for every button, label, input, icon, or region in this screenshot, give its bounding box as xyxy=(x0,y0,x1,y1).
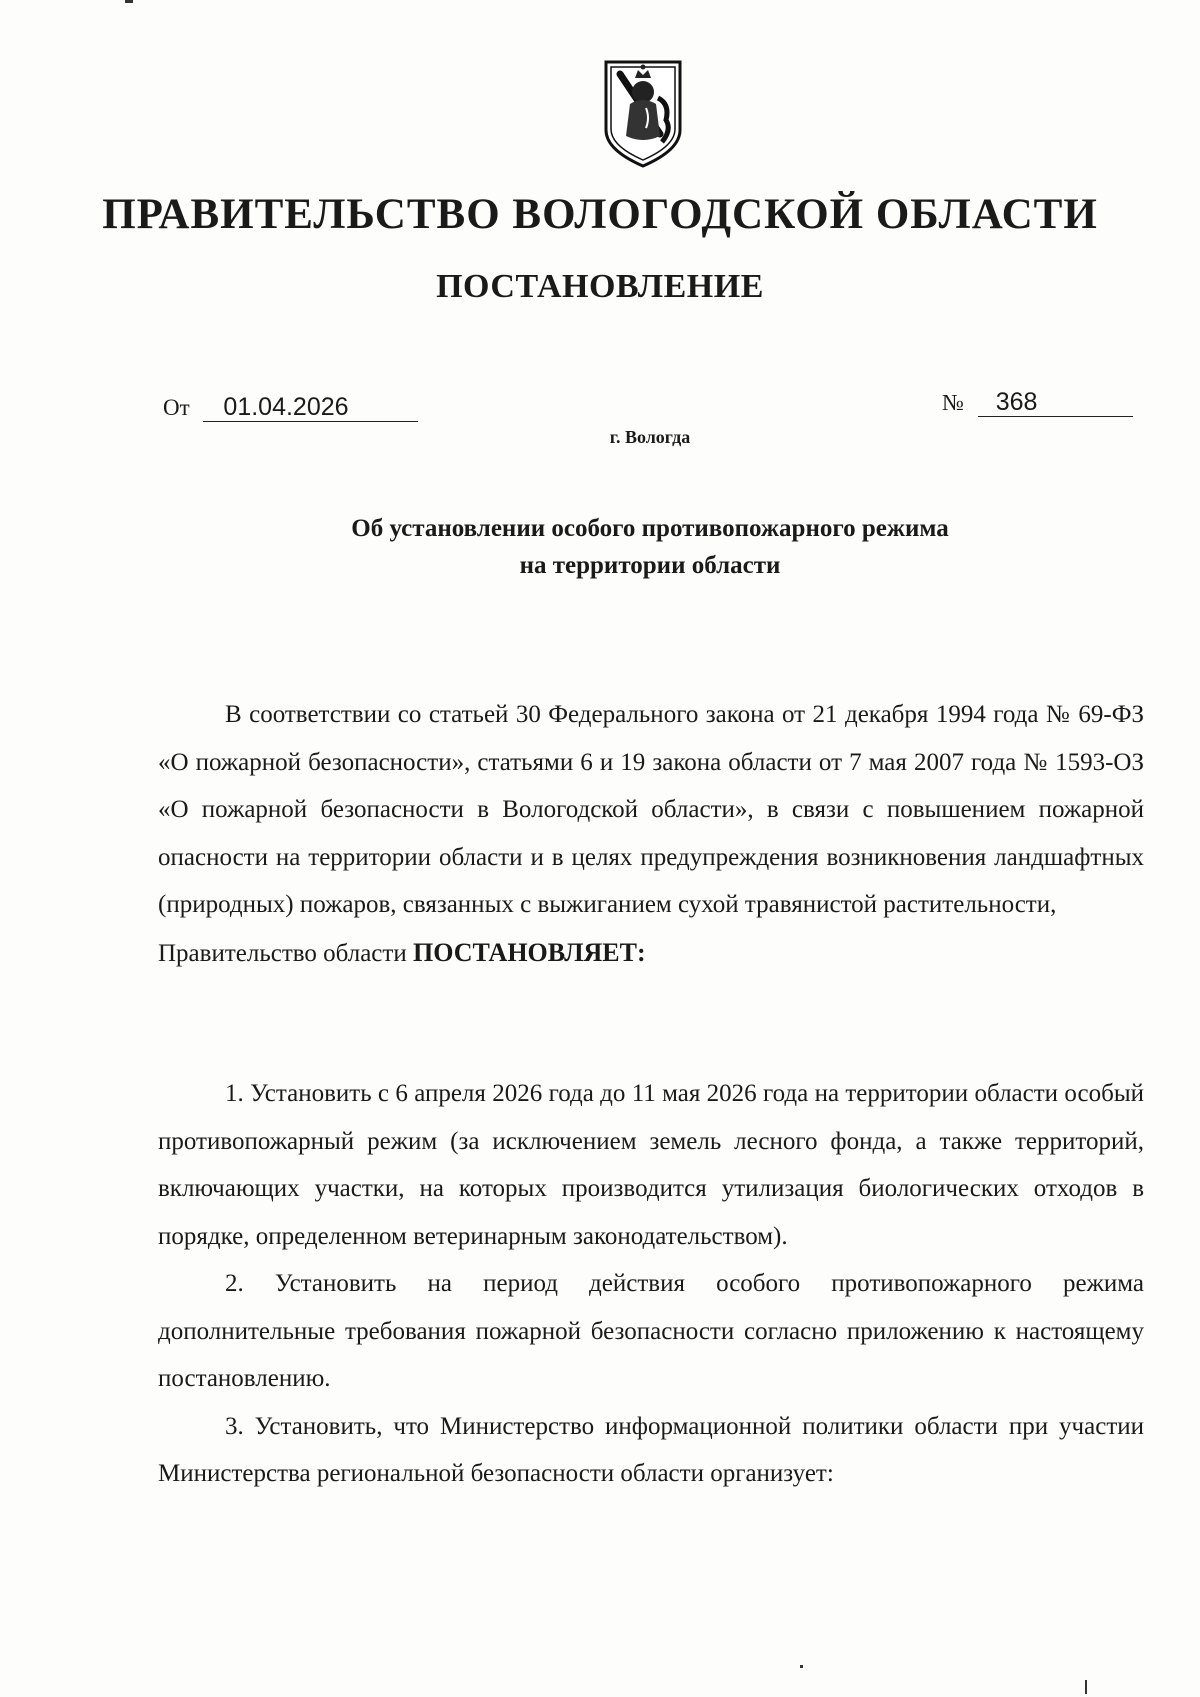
government-title: ПРАВИТЕЛЬСТВО ВОЛОГОДСКОЙ ОБЛАСТИ xyxy=(102,191,1098,238)
document-subject xyxy=(0,510,1200,584)
resolution-item-1: 1. Установить с 6 апреля 2026 года до 11 мая 2026 года на территории области особый противопожарный режим (за исключением земель лесного фонда, а также территорий, включающих участки, на которых производится утилизация биологических отходов в порядке, определенном ветеринарным законодательством). xyxy=(158,1080,1144,1250)
date-block xyxy=(163,393,418,422)
scan-mark xyxy=(125,0,133,3)
date-prefix: От xyxy=(163,395,190,420)
document-type: ПОСТАНОВЛЕНИЕ xyxy=(436,268,764,305)
preamble-text: В соответствии со статьей 30 Федерального закона от 21 декабря 1994 года № 69-ФЗ «О пожарной безопасности», статьями 6 и 19 закона области от 7 мая 2007 года № 1593-ОЗ «О пожарной безопасности в Вологодской области», в связи с повышением пожарной опасности на территории области и в целях предупреждения возникновения ландшафтных (природных) пожаров, связанных с выжиганием сухой травянистой растительности, xyxy=(158,701,1144,918)
city: г. Вологда xyxy=(609,427,691,447)
document-date: 01.04.2026 xyxy=(203,393,418,422)
number-block xyxy=(942,388,1133,417)
resolve-word: ПОСТАНОВЛЯЕТ: xyxy=(412,937,646,967)
resolve-prefix: Правительство области xyxy=(158,939,407,967)
document-number: 368 xyxy=(978,388,1133,417)
number-prefix: № xyxy=(942,390,964,415)
resolve-line xyxy=(158,929,1144,978)
subject-line-2: на территории области xyxy=(519,552,781,579)
coat-of-arms-emblem xyxy=(602,58,684,170)
scan-mark xyxy=(800,1665,803,1668)
subject-line-1: Об установлении особого противопожарного режима xyxy=(351,515,949,542)
resolution-items xyxy=(158,1070,1144,1498)
preamble xyxy=(158,691,1144,977)
scan-mark xyxy=(1085,1680,1087,1694)
resolution-item-3: 3. Установить, что Министерство информационной политики области при участии Министерства региональной безопасности области организует: xyxy=(158,1412,1144,1487)
resolution-item-2: 2. Установить на период действия особого противопожарного режима дополнительные требования пожарной безопасности согласно приложению к настоящему постановлению. xyxy=(158,1270,1144,1392)
